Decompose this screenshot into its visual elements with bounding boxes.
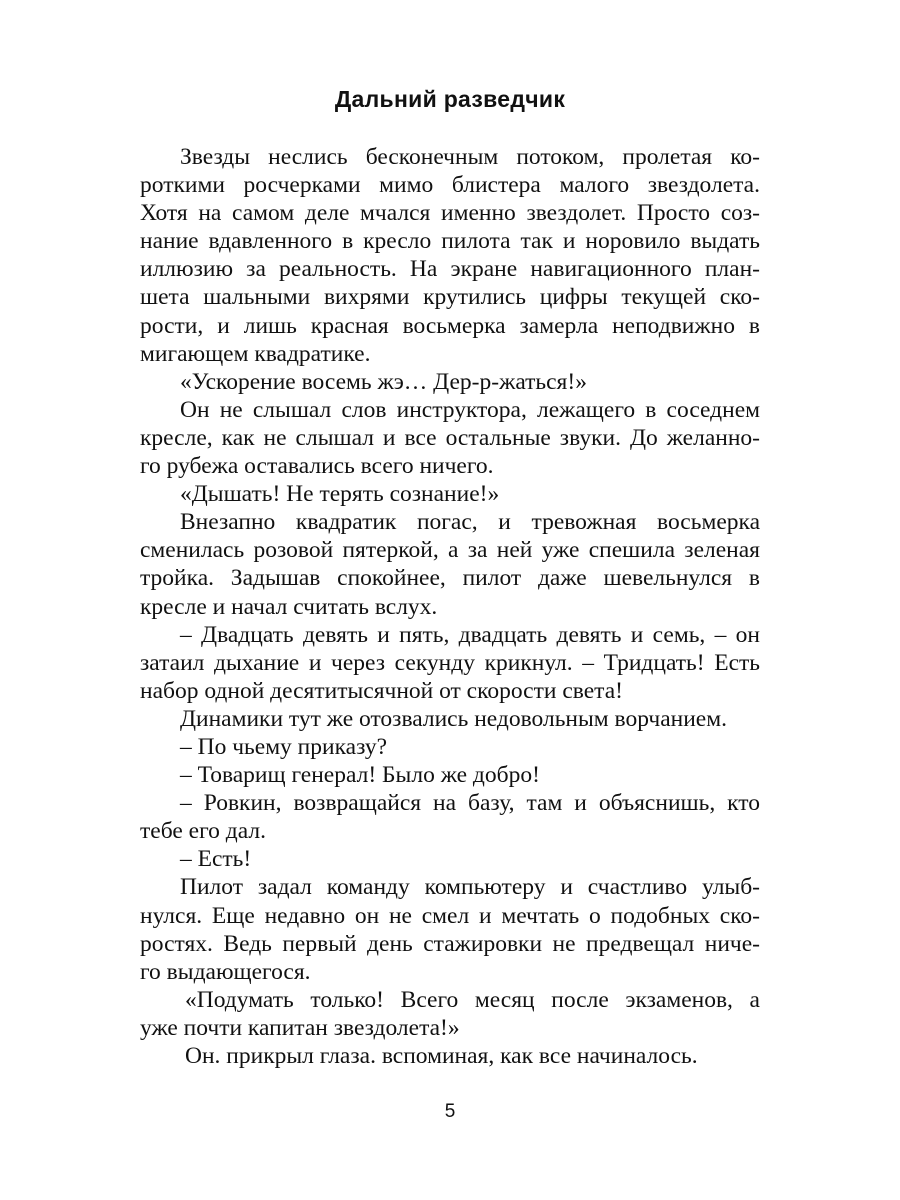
text-line: уже почти капитан звездолета!» [140, 1014, 460, 1041]
text-line: Пилот задал команду компьютеру и счастливо улыб- [180, 874, 760, 901]
text-line: ростях. Ведь первый день стажировки не предвещал ниче- [140, 930, 760, 957]
text-line: Он. прикрыл глаза. вспоминая, как все начиналось. [185, 1043, 698, 1069]
text-line: – По чьему приказу? [180, 733, 388, 760]
text-line: «Дышать! Не терять сознание!» [180, 481, 500, 508]
text-line: тройка. Задышав спокойнее, пилот даже шевельнулся в [140, 565, 760, 592]
text-line: кресле, как не слышал и все остальные звуки. До желанно- [140, 424, 760, 451]
text-line: иллюзию за реальность. На экране навигационного план- [140, 256, 760, 283]
text-line: сменилась розовой пятеркой, а за ней уже спешила зеленая [140, 537, 760, 564]
text-line: «Ускорение восемь жэ… Дер-р-жаться!» [180, 368, 587, 395]
text-line: мигающем квадратике. [140, 340, 371, 367]
text-line: шета шальными вихрями крутились цифры текущей ско- [140, 284, 760, 311]
page-number: 5 [444, 1101, 456, 1122]
text-line: «Подумать только! Всего месяц после экзаменов, а [185, 986, 760, 1013]
text-line: рости, и лишь красная восьмерка замерла неподвижно в [140, 312, 760, 339]
body-text [140, 143, 760, 1070]
text-line: – Ровкин, возвращайся на базу, там и объяснишь, кто [180, 790, 760, 817]
text-line: Звезды неслись бесконечным потоком, пролетая ко- [180, 144, 760, 170]
text-line: нулся. Еще недавно он не смел и мечтать о подобных ско- [140, 902, 760, 929]
text-line: го рубежа оставались всего ничего. [140, 453, 494, 480]
text-line: роткими росчерками мимо блистера малого звездолета. [140, 172, 760, 199]
text-line: тебе его дал. [140, 818, 266, 845]
text-line: Он не слышал слов инструктора, лежащего в соседнем [180, 396, 760, 423]
text-line: затаил дыхание и через секунду крикнул. – Тридцать! Есть [140, 649, 760, 676]
text-line: – Двадцать девять и пять, двадцать девять и семь, – он [180, 621, 760, 648]
text-line: Внезапно квадратик погас, и тревожная восьмерка [180, 509, 760, 536]
text-line: набор одной десятитысячной от скорости света! [140, 677, 623, 704]
text-line: Хотя на самом деле мчался именно звездолет. Просто соз- [140, 200, 760, 227]
text-line: – Есть! [180, 846, 252, 873]
text-line: нание вдавленного в кресло пилота так и норовило выдать [140, 228, 760, 255]
text-line: го выдающегося. [140, 958, 311, 985]
chapter-title: Дальний разведчик [334, 86, 566, 112]
text-line: – Товарищ генерал! Было же добро! [180, 762, 540, 789]
text-line: Динамики тут же отозвались недовольным ворчанием. [180, 705, 727, 732]
text-line: кресле и начал считать вслух. [140, 593, 438, 620]
